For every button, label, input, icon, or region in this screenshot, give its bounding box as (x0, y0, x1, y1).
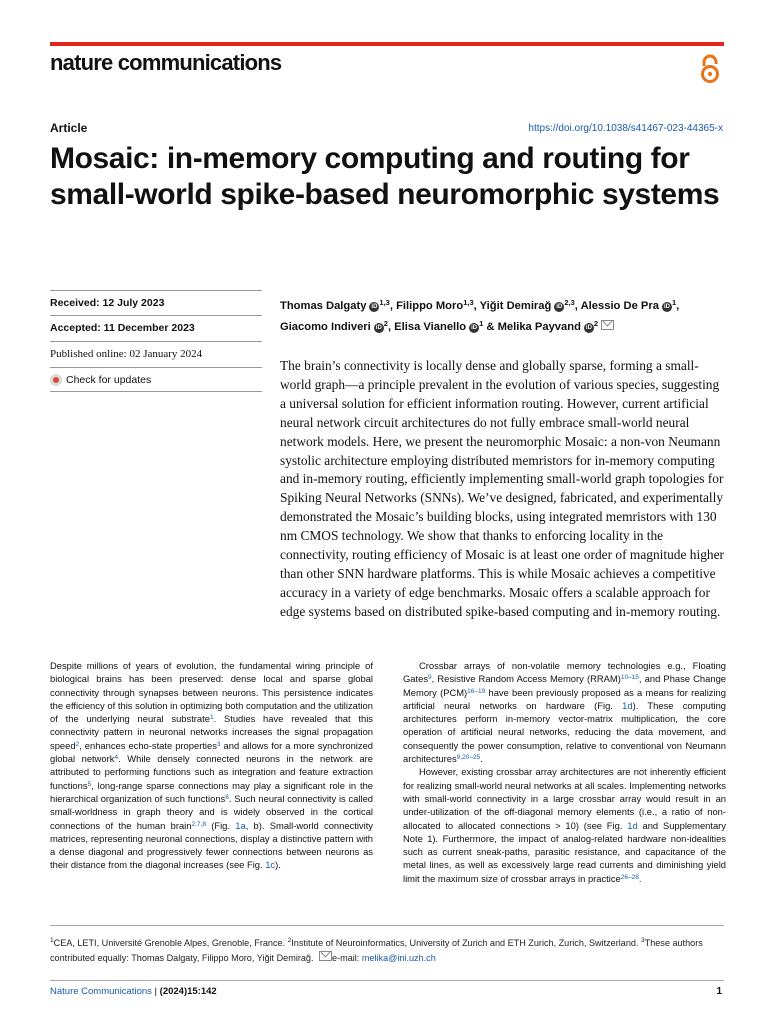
divider (50, 391, 262, 392)
citation[interactable]: 16–19 (467, 687, 486, 695)
author[interactable]: Alessio De Pra iD $^1$ (580, 298, 677, 312)
citation[interactable]: 4 (114, 754, 119, 762)
check-for-updates-button[interactable] (50, 374, 262, 386)
received-date: Received: 12 July 2023 (50, 297, 165, 309)
article-type-label: Article (50, 121, 88, 135)
orcid-icon[interactable]: iD (585, 325, 592, 331)
citation[interactable]: 9 (428, 674, 432, 682)
published-date: Published online: 02 January 2024 (50, 348, 203, 360)
paragraph: Despite millions of years of evolution, the fundamental wiring principle of biological brains has been preserved: dense local and sparse global connectivity through synapses between neurons. This persistence indicates the efficiency of this solution in optimizing both computation and the utilization of the underlying neural substrate$^1$. Studies have revealed that this connectivity pattern in neuronal networks increases the signal propagation speed$^2$, enhances echo-state properties$^3$ and allows for a more synchronized global network$^4$. While densely connected neurons in the network are attributed to performing functions such as integration and feature extraction functions$^5$, long-range sparse connections may play a significant role in the hierarchical organization of such functions$^6$. Such neural connectivity is called small-worldness in graph theory and is widely observed in the cortical connections of the human brain$^{2,7,8}$ (Fig. 1a, b). Small-world connectivity matrices, representing neuronal connections, display a distinctive pattern with a dense diagonal and progressively fewer connections between neurons as their distance from the diagonal increases (see Fig. 1c). (50, 660, 374, 871)
citation[interactable]: 2,7,8 (191, 820, 206, 828)
journal-name[interactable]: nature communications (50, 50, 282, 75)
article-title: Mosaic: in-memory computing and routing for small-world spike-based neuromorphic systems (50, 142, 720, 211)
citation[interactable]: 26–28 (620, 873, 639, 881)
journal-header-bar (50, 42, 724, 46)
accepted-date: Accepted: 11 December 2023 (50, 322, 195, 334)
body-column-left (50, 659, 373, 872)
author[interactable]: Giacomo Indiveri iD $^2$ (280, 319, 388, 333)
crossmark-icon (50, 374, 62, 386)
email-icon[interactable] (601, 320, 614, 330)
author[interactable]: Filippo Moro$^{1,3}$ (396, 298, 474, 312)
orcid-icon[interactable]: iD (471, 325, 478, 331)
divider (50, 341, 262, 342)
orcid-icon[interactable]: iD (371, 304, 378, 310)
figure-link[interactable]: 1a (235, 819, 246, 831)
citation[interactable]: 2 (75, 740, 80, 748)
paragraph: However, existing crossbar array architectures are not inherently efficient for realizing small-world neural networks at all scales. Implementing networks with small-world connectivity in a large crossbar array would result in an under-utilization of the off-diagonal memory elements (i.e., a ratio of non-allocated to allocated connections > 10) (see Fig. 1d and Supplementary Note 1). Furthermore, the impact of analog-related hardware non-idealities such as current sneak-paths, parasitic resistance, and capacitance of the metal lines, as well as excessively large read currents and diminishing yield limit the maximum size of crossbar arrays in practice$^{26-28}$. (403, 766, 726, 884)
paragraph: Crossbar arrays of non-volatile memory technologies e.g., Floating Gates$^9$, Resistive Random Access Memory (RRAM)$^{10-15}$, and Phase Change Memory (PCM)$^{16-19}$ have been previously proposed as a means for realizing artificial neural networks on hardware (Fig. 1d). These computing architectures perform in-memory vector-matrix multiplication, the core operation of artificial neural networks, reducing the data movement, and consequently the power consumption, relative to conventional von Neumann architectures$^{9,20-25}$. (403, 660, 727, 765)
figure-link[interactable]: 1d (627, 819, 638, 831)
orcid-icon[interactable]: iD (663, 304, 670, 310)
divider (50, 367, 262, 368)
author[interactable]: Elisa Vianello iD $^1$ (394, 319, 484, 333)
footer-journal-link[interactable]: Nature Communications (50, 986, 152, 997)
author-list: Thomas Dalgaty iD $^{1,3}$, Filippo Moro$^{1,3}$, Yiğit Demirağ iD $^{2,3}$, Alessio De Pra iD $^1$, Giacomo Indiveri iD $^2$, Elisa Vianello iD $^1$ & Melika Payvand iD $^2$ (280, 298, 680, 333)
author[interactable]: Melika Payvand iD $^2$ (497, 319, 599, 333)
divider (50, 290, 262, 291)
open-access-icon[interactable] (697, 53, 723, 85)
citation[interactable]: 6 (225, 793, 229, 801)
figure-link[interactable]: 1d (622, 699, 633, 711)
divider (50, 315, 262, 316)
citation[interactable]: 1 (209, 714, 214, 722)
abstract: The brain’s connectivity is locally dense and globally sparse, forming a small-world graph—a principle prevalent in the evolution of various species, suggesting a universal solution for efficient information routing. However, current artificial neural network circuit architectures do not fully embrace small-world neural network models. Here, we present the neuromorphic Mosaic: a non-von Neumann systolic architecture employing distributed memristors for in-memory computing and in-memory routing, efficiently implementing small-world graph topologies for Spiking Neural Networks (SNNs). We’ve designed, fabricated, and experimentally demonstrated the Mosaic’s building blocks, using integrated memristors with 130 nm CMOS technology. We show that thanks to enforcing locality in the connectivity, routing efficiency of Mosaic is at least one order of magnitude higher than other SNN hardware platforms. This is while Mosaic achieves a competitive accuracy in a variety of edge benchmarks. Mosaic offers a scalable approach for edge systems based on distributed spike-based computing and in-memory routing. (280, 358, 724, 619)
doi-link[interactable]: https://doi.org/10.1038/s41467-023-44365-x (528, 123, 723, 134)
affiliations-footnote: $^1$CEA, LETI, Université Grenoble Alpes, Grenoble, France. $^2$Institute of Neuroinformatics, University of Zurich and ETH Zurich, Zurich, Switzerland. $^3$These authors contributed equally: Thomas Dalgaty, Filippo Moro, Yiğit Demirağ. e-mail: melika@ini.uzh.ch (50, 937, 703, 963)
author[interactable]: Thomas Dalgaty iD $^{1,3}$ (280, 298, 390, 312)
author[interactable]: Yiğit Demirağ iD $^{2,3}$ (479, 298, 575, 312)
orcid-icon[interactable]: iD (375, 325, 382, 331)
citation[interactable]: 3 (216, 740, 221, 748)
footer-citation: Nature Communications | (2024)15:142 (50, 986, 217, 997)
divider (50, 925, 724, 926)
check-for-updates-label: Check for updates (66, 374, 152, 386)
page-number: 1 (716, 986, 722, 997)
figure-link[interactable]: 1c (265, 859, 276, 871)
body-column-right (403, 659, 726, 885)
orcid-icon[interactable]: iD (556, 304, 563, 310)
citation[interactable]: 10–15 (620, 674, 639, 682)
citation[interactable]: 9,20–25 (456, 754, 481, 762)
email-icon (319, 951, 332, 961)
citation[interactable]: 5 (87, 780, 92, 788)
email-link[interactable]: melika@ini.uzh.ch (361, 953, 436, 963)
divider (50, 980, 724, 981)
